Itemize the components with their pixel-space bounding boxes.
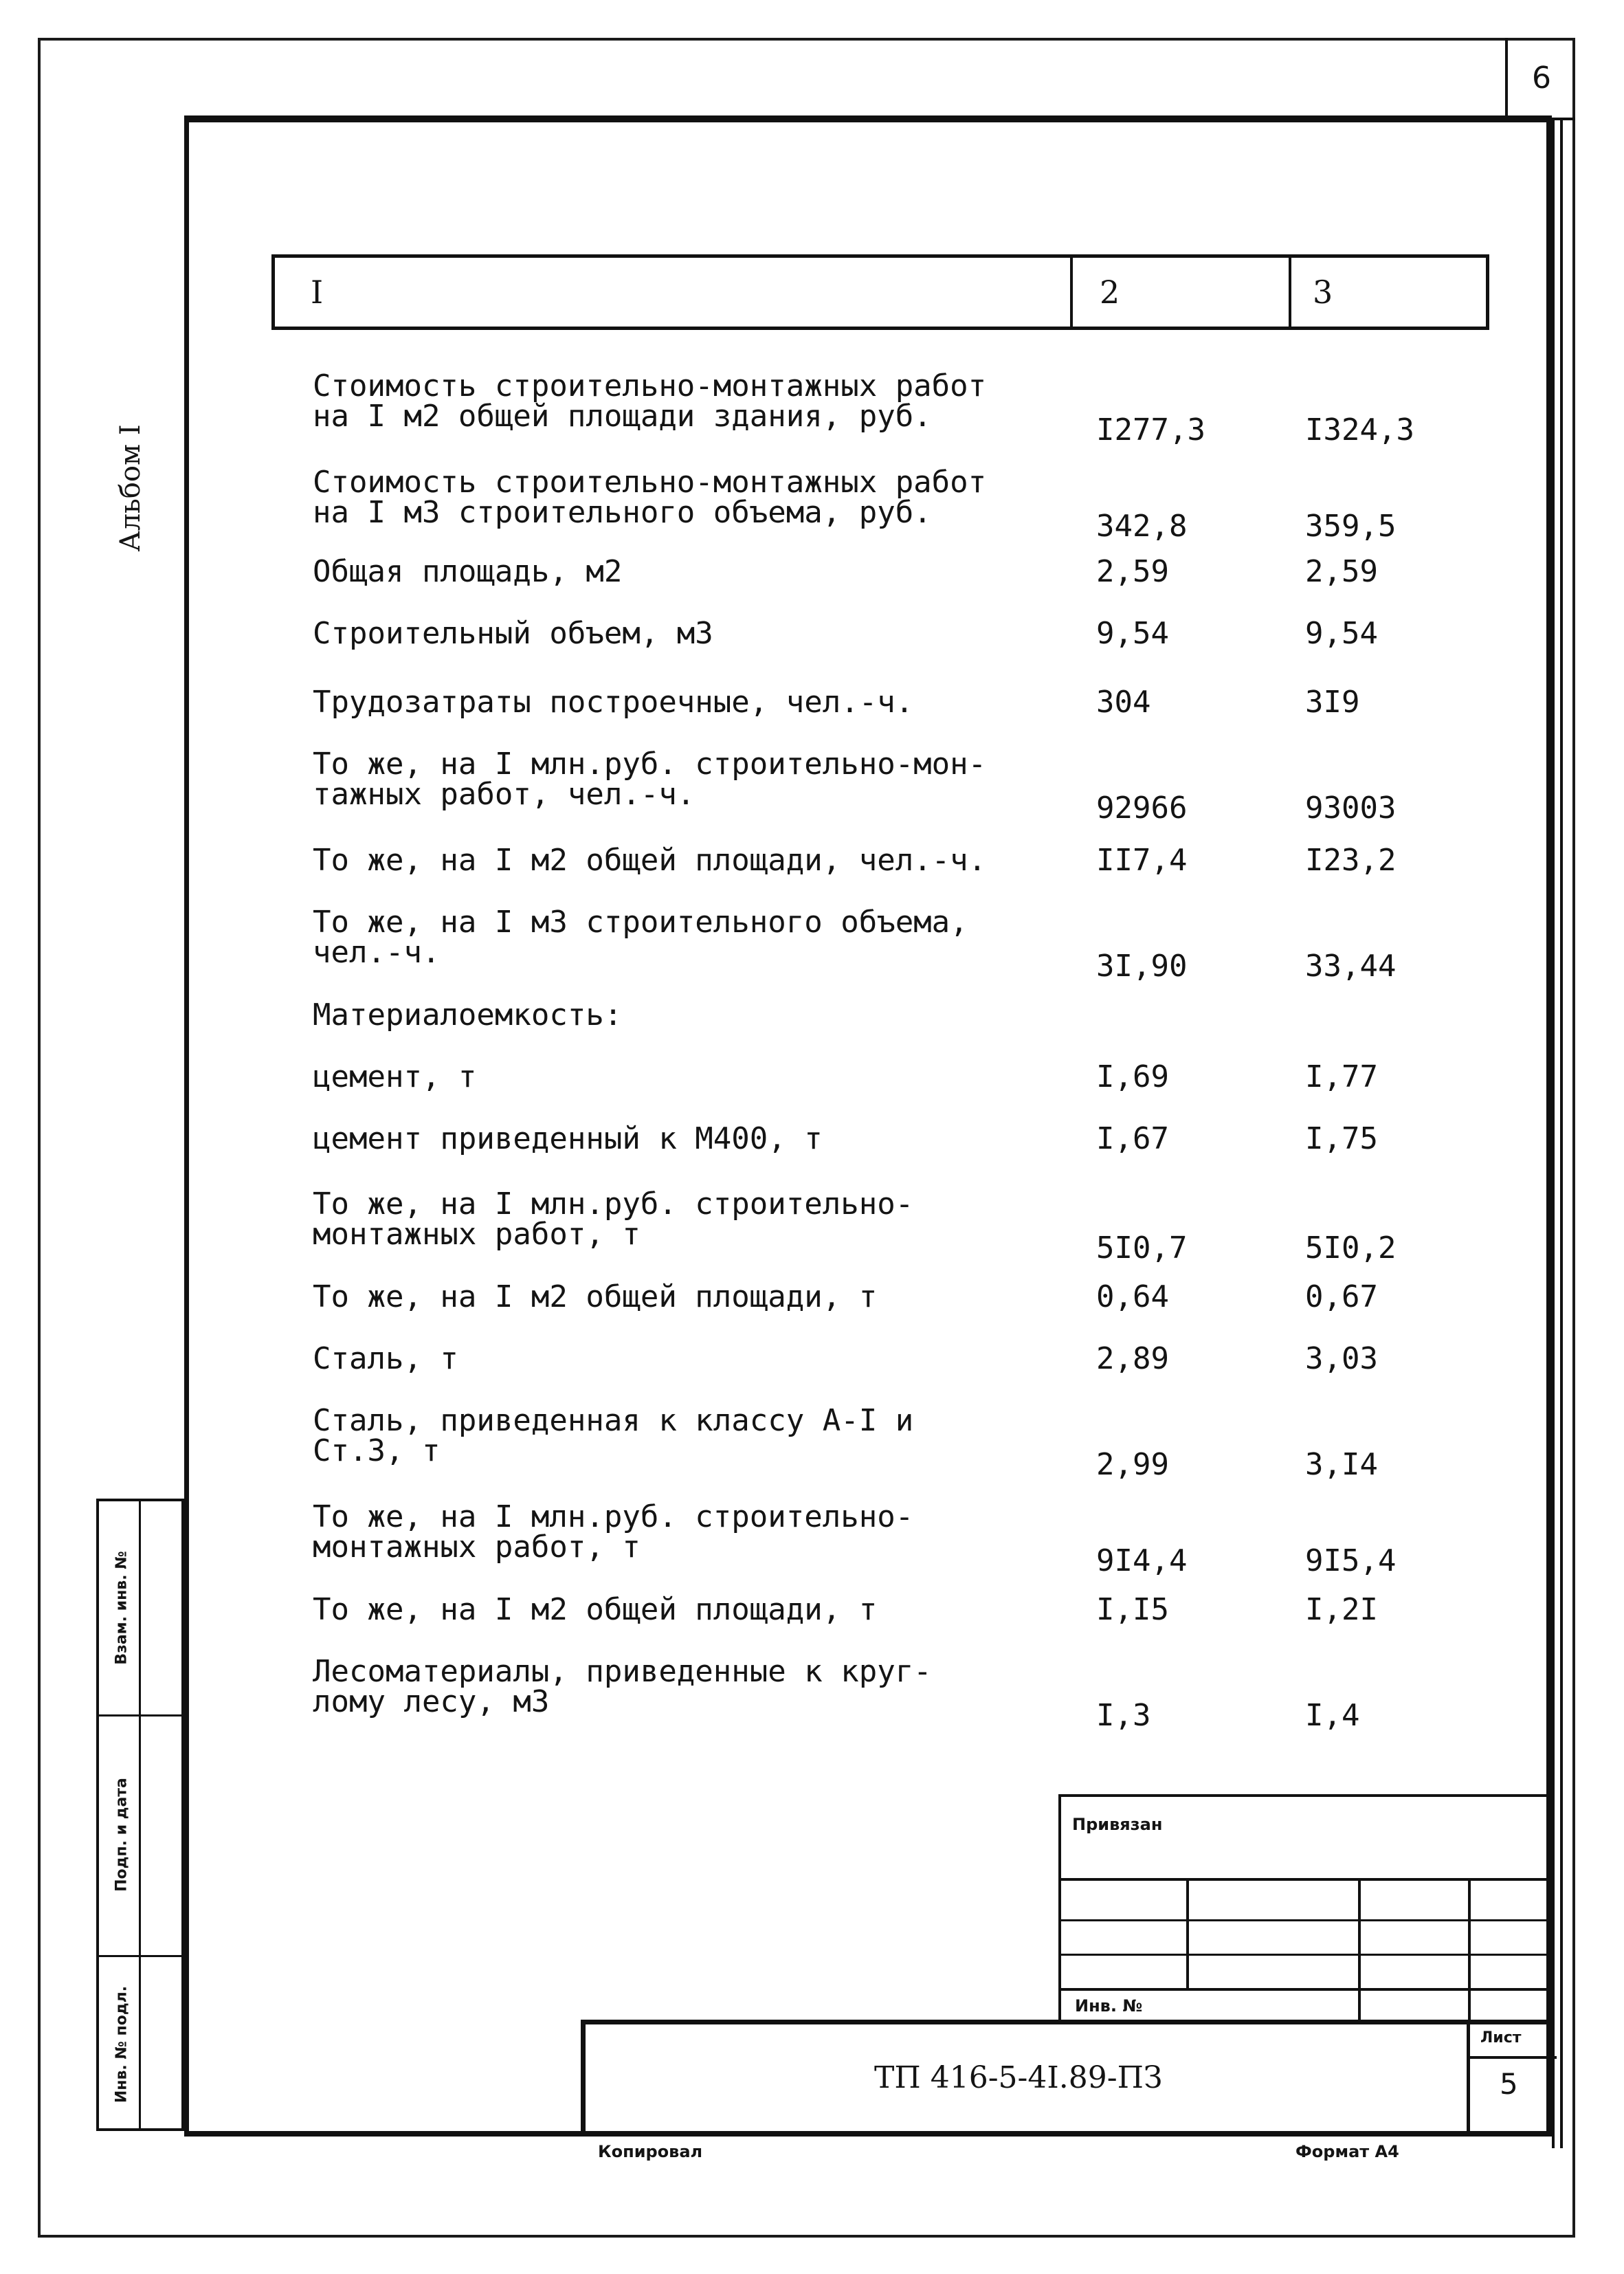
stamp-line xyxy=(1061,1954,1555,1956)
value-col-2: 304 xyxy=(1096,685,1151,720)
row-label-line: Материалоемкость: xyxy=(313,997,623,1033)
row-label-line: лому лесу, м3 xyxy=(313,1684,550,1719)
value-col-2: I,69 xyxy=(1096,1059,1169,1094)
inv-no-label: Инв. № xyxy=(1075,1996,1143,2016)
row-label-line: монтажных работ, т xyxy=(313,1217,641,1252)
row-label xyxy=(313,1654,1089,1719)
value-col-2: 92966 xyxy=(1096,791,1188,826)
row-label-line: То же, на I млн.руб. строительно- xyxy=(313,1186,914,1222)
document-code: ТП 416-5-4I.89-ПЗ xyxy=(874,2060,1163,2095)
row-label xyxy=(313,1341,1089,1376)
row-label-line: То же, на I млн.руб. строительно-мон- xyxy=(313,747,987,782)
value-col-3: 5I0,2 xyxy=(1305,1230,1397,1266)
album-label: Альбом I xyxy=(115,424,146,552)
value-col-2: 2,89 xyxy=(1096,1341,1169,1376)
side-stamp-line xyxy=(99,1714,181,1716)
podp-data-label: Подп. и дата xyxy=(113,1778,131,1892)
kopiroval-label: Копировал xyxy=(598,2142,703,2161)
table-header xyxy=(271,254,1489,330)
value-col-3: I,4 xyxy=(1305,1698,1360,1733)
row-label xyxy=(313,843,1089,878)
stamp-line xyxy=(1061,1919,1555,1921)
row-label xyxy=(313,749,1089,810)
header-divider xyxy=(1070,258,1073,327)
value-col-3: 3I9 xyxy=(1305,685,1360,720)
album-label-box xyxy=(103,406,158,571)
value-col-3: 9,54 xyxy=(1305,616,1378,651)
value-col-3: 3,03 xyxy=(1305,1341,1378,1376)
row-label-line: монтажных работ, т xyxy=(313,1530,641,1565)
value-col-3: 93003 xyxy=(1305,791,1397,826)
row-label-line: Трудозатраты построечные, чел.-ч. xyxy=(313,685,914,720)
value-col-3: 0,67 xyxy=(1305,1279,1378,1314)
value-col-3: I,77 xyxy=(1305,1059,1378,1094)
row-label xyxy=(313,687,1089,718)
row-label-line: чел.-ч. xyxy=(313,935,441,970)
vzam-inv-label: Взам. инв. № xyxy=(113,1551,131,1665)
row-label xyxy=(313,554,1089,589)
row-label xyxy=(313,616,1089,651)
value-col-3: 3,I4 xyxy=(1305,1447,1378,1482)
right-border-strip xyxy=(1552,120,1563,2148)
title-block-divider xyxy=(1467,2056,1557,2059)
row-label-line: Лесоматериалы, приведенные к круг- xyxy=(313,1654,932,1689)
row-label-line: Строительный объем, м3 xyxy=(313,616,713,651)
value-col-2: I,I5 xyxy=(1096,1592,1169,1627)
row-label-line: То же, на I м2 общей площади, т xyxy=(313,1279,878,1314)
row-label-line: Стоимость строительно-монтажных работ xyxy=(313,465,987,500)
side-stamp xyxy=(96,1499,184,2131)
row-label-line: Общая площадь, м2 xyxy=(313,554,623,589)
page-number: 6 xyxy=(1505,38,1575,120)
stamp-line xyxy=(1061,1878,1555,1881)
row-label xyxy=(313,907,1089,968)
row-label-line: Сталь, т xyxy=(313,1341,458,1376)
row-label xyxy=(313,467,1089,528)
header-divider xyxy=(1289,258,1291,327)
row-label-line: цемент, т xyxy=(313,1059,477,1094)
privyazan-label: Привязан xyxy=(1072,1815,1163,1834)
title-block-divider xyxy=(1467,2024,1470,2137)
row-label xyxy=(313,1121,1089,1156)
value-col-3: I,75 xyxy=(1305,1121,1378,1156)
title-block xyxy=(581,2020,1552,2137)
value-col-2: I,3 xyxy=(1096,1698,1151,1733)
value-col-2: 5I0,7 xyxy=(1096,1230,1188,1266)
stamp-line xyxy=(1061,1988,1555,1991)
row-label xyxy=(313,1592,1089,1627)
value-col-3: 33,44 xyxy=(1305,949,1397,984)
stamp-block xyxy=(1058,1794,1552,2046)
value-col-2: 2,59 xyxy=(1096,554,1169,589)
value-col-2: II7,4 xyxy=(1096,843,1188,878)
value-col-3: 359,5 xyxy=(1305,509,1397,544)
header-col-2: 2 xyxy=(1100,274,1120,311)
row-label-line: То же, на I м3 строительного объема, xyxy=(313,905,968,940)
row-label-line: тажных работ, чел.-ч. xyxy=(313,777,696,812)
side-stamp-line xyxy=(99,1955,181,1957)
value-col-2: I,67 xyxy=(1096,1121,1169,1156)
stamp-col xyxy=(1186,1878,1189,1988)
row-label-line: То же, на I м2 общей площади, т xyxy=(313,1592,878,1627)
row-label-line: Сталь, приведенная к классу А-I и xyxy=(313,1403,914,1438)
row-label-line: Стоимость строительно-монтажных работ xyxy=(313,368,987,404)
value-col-2: 9I4,4 xyxy=(1096,1543,1188,1578)
row-label xyxy=(313,1186,1089,1252)
row-label xyxy=(313,1499,1089,1565)
value-col-2: 9,54 xyxy=(1096,616,1169,651)
value-col-3: I23,2 xyxy=(1305,843,1397,878)
sheet-number: 5 xyxy=(1500,2067,1518,2101)
header-col-1: I xyxy=(311,274,324,311)
value-col-2: I277,3 xyxy=(1096,412,1205,448)
row-label-line: Ст.3, т xyxy=(313,1433,441,1468)
inv-podl-label: Инв. № подл. xyxy=(113,1985,131,2104)
row-label xyxy=(313,368,1089,434)
value-col-3: I324,3 xyxy=(1305,412,1414,448)
header-col-3: 3 xyxy=(1313,274,1333,311)
row-label xyxy=(313,1279,1089,1314)
row-label xyxy=(313,1059,1089,1094)
value-col-2: 3I,90 xyxy=(1096,949,1188,984)
side-stamp-divider xyxy=(139,1501,141,2128)
list-label: Лист xyxy=(1480,2029,1522,2046)
row-label xyxy=(313,1403,1089,1468)
format-label: Формат А4 xyxy=(1295,2142,1399,2161)
stamp-col xyxy=(1468,1878,1471,2024)
value-col-3: 9I5,4 xyxy=(1305,1543,1397,1578)
row-label xyxy=(313,997,1089,1033)
value-col-3: 2,59 xyxy=(1305,554,1378,589)
value-col-2: 342,8 xyxy=(1096,509,1188,544)
row-label-line: цемент приведенный к М400, т xyxy=(313,1121,823,1156)
value-col-3: I,2I xyxy=(1305,1592,1378,1627)
stamp-col xyxy=(1358,1878,1361,2024)
row-label-line: То же, на I млн.руб. строительно- xyxy=(313,1499,914,1534)
row-label-line: на I м2 общей площади здания, руб. xyxy=(313,399,932,434)
value-col-2: 0,64 xyxy=(1096,1279,1169,1314)
row-label-line: на I м3 строительного объема, руб. xyxy=(313,495,932,530)
row-label-line: То же, на I м2 общей площади, чел.-ч. xyxy=(313,843,987,878)
value-col-2: 2,99 xyxy=(1096,1447,1169,1482)
